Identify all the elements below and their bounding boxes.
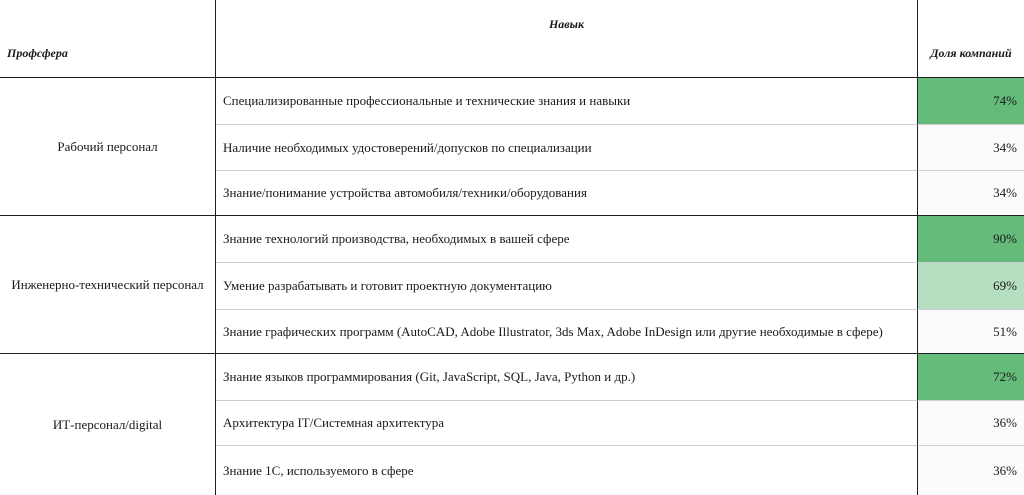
- share-cell: 51%: [918, 310, 1024, 354]
- skill-cell: Архитектура IT/Системная архитектура: [216, 401, 918, 446]
- skill-cell: Знание технологий производства, необходимых в вашей сфере: [216, 216, 918, 263]
- skill-cell: Знание графических программ (AutoCAD, Adobe Illustrator, 3ds Max, Adobe InDesign или другие необходимые в сфере): [216, 310, 918, 354]
- header-share: Доля компаний: [918, 0, 1024, 78]
- skill-cell: Умение разрабатывать и готовит проектную документацию: [216, 263, 918, 310]
- header-skill: Навык: [216, 0, 918, 78]
- share-cell: 34%: [918, 125, 1024, 171]
- share-cell: 69%: [918, 263, 1024, 310]
- skill-cell: Знание языков программирования (Git, JavaScript, SQL, Java, Python и др.): [216, 354, 918, 401]
- skill-cell: Знание/понимание устройства автомобиля/техники/оборудования: [216, 171, 918, 216]
- share-cell: 74%: [918, 78, 1024, 125]
- share-cell: 36%: [918, 401, 1024, 446]
- header-profession: Профсфера: [0, 0, 216, 78]
- share-cell: 90%: [918, 216, 1024, 263]
- share-cell: 72%: [918, 354, 1024, 401]
- skill-cell: Специализированные профессиональные и технические знания и навыки: [216, 78, 918, 125]
- group-label: Инженерно-технический персонал: [0, 216, 216, 354]
- skill-cell: Знание 1С, используемого в сфере: [216, 446, 918, 495]
- group-label: ИТ-персонал/digital: [0, 354, 216, 495]
- share-cell: 34%: [918, 171, 1024, 216]
- skill-cell: Наличие необходимых удостоверений/допусков по специализации: [216, 125, 918, 171]
- group-label: Рабочий персонал: [0, 78, 216, 216]
- share-cell: 36%: [918, 446, 1024, 495]
